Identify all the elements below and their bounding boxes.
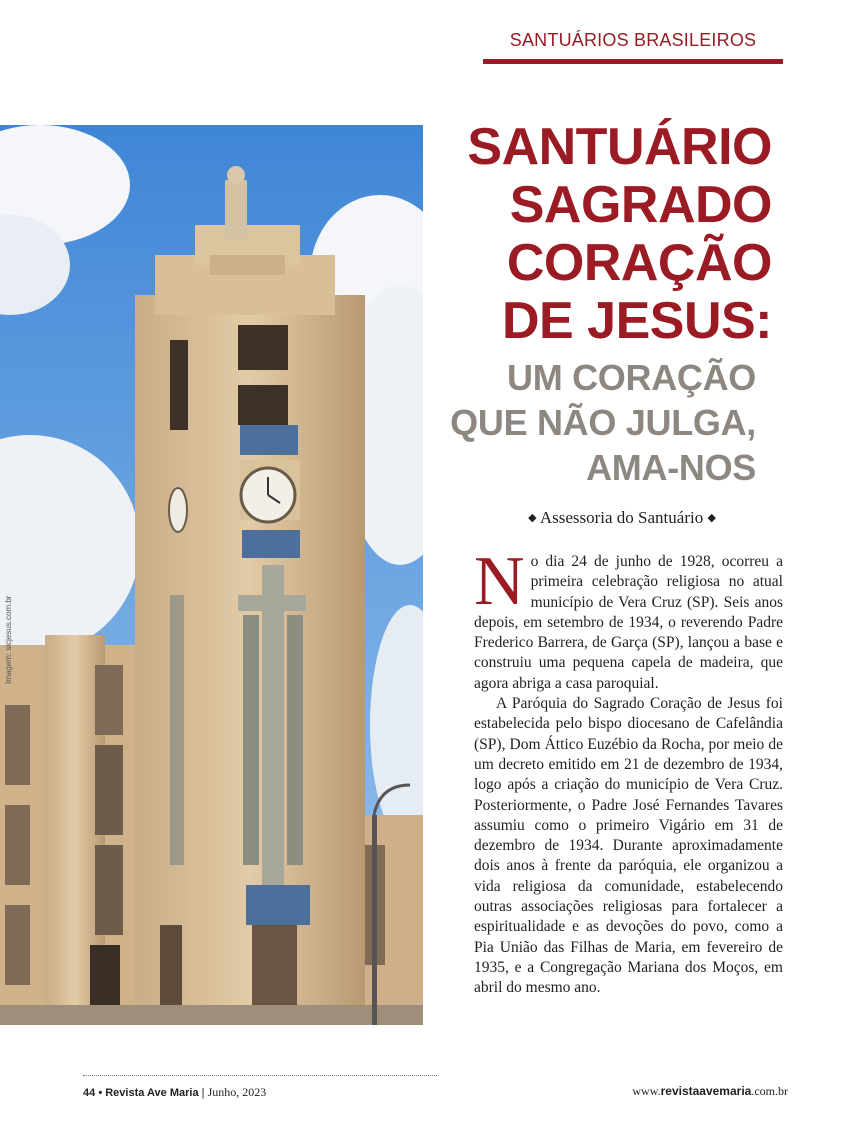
footer-bullet: •	[98, 1087, 103, 1099]
section-label: SANTUÁRIOS BRASILEIROS	[509, 30, 757, 50]
magazine-name: Revista Ave Maria	[105, 1087, 199, 1099]
drop-cap: N	[474, 543, 525, 620]
footer-rule	[83, 1075, 437, 1076]
site-name: revistaavemaria	[660, 1084, 752, 1098]
sanctuary-photo	[0, 125, 423, 1025]
paragraph	[474, 543, 783, 694]
title-line: CORAÇÃO	[506, 234, 772, 292]
subtitle-line: AMA-NOS	[586, 447, 756, 488]
site-suffix: .com.br	[751, 1084, 788, 1098]
title-line: SANTUÁRIO	[467, 118, 772, 176]
paragraph-text: o dia 24 de junho de 1928, ocorreu a primeira celebração religiosa no atual município de Vera Cruz (SP). Seis anos depois, em setembro de 1934, o reverendo Padre Frederico Barrera, de Garça (SP), lançou a base e construiu uma pequena capela de madeira, que agora abriga a casa paroquial.	[474, 553, 783, 692]
title-line: DE JESUS:	[501, 292, 772, 350]
section-rule	[483, 59, 783, 64]
subtitle-line: UM CORAÇÃO	[507, 357, 756, 398]
site-prefix: www.	[632, 1084, 661, 1098]
issue-date: Junho, 2023	[207, 1085, 267, 1099]
article-title	[440, 118, 772, 350]
subtitle-line: QUE NÃO JULGA,	[450, 402, 756, 443]
article-subtitle	[440, 355, 756, 490]
sanctuary-illustration	[0, 125, 423, 1025]
paragraph: A Paróquia do Sagrado Coração de Jesus foi estabelecida pelo bispo diocesano de Cafelândia (SP), Dom Áttico Euzébio da Rocha, por meio de um decreto emitido em 21 de dezembro de 1934, logo após a criação do município de Vera Cruz. Posteriormente, o Padre José Fernandes Tavares assumiu como o primeiro Vigário em 31 de dezembro de 1934. Durante aproximadamente dois anos à frente da paróquia, ele organizou a vida religiosa da comunidade, estabelecendo outras associações religiosas para fortalecer a espiritualidade e as devoções do povo, como a Pia União das Filhas de Maria, em fevereiro de 1935, e a Congregação Mariana dos Moços, em abril do mesmo ano.	[474, 695, 783, 997]
website-link[interactable]	[632, 1084, 788, 1099]
page-number: 44	[83, 1087, 96, 1099]
photo-credit: Imagem: sicjesus.com.br	[4, 595, 13, 684]
diamond-icon: ◆	[528, 512, 537, 524]
title-line: SAGRADO	[509, 176, 772, 234]
article-body	[474, 543, 783, 999]
footer-folio	[83, 1085, 266, 1100]
byline-author: Assessoria do Santuário	[539, 508, 704, 527]
byline	[472, 508, 772, 528]
diamond-icon: ◆	[707, 512, 716, 524]
footer-separator: |	[201, 1087, 205, 1099]
